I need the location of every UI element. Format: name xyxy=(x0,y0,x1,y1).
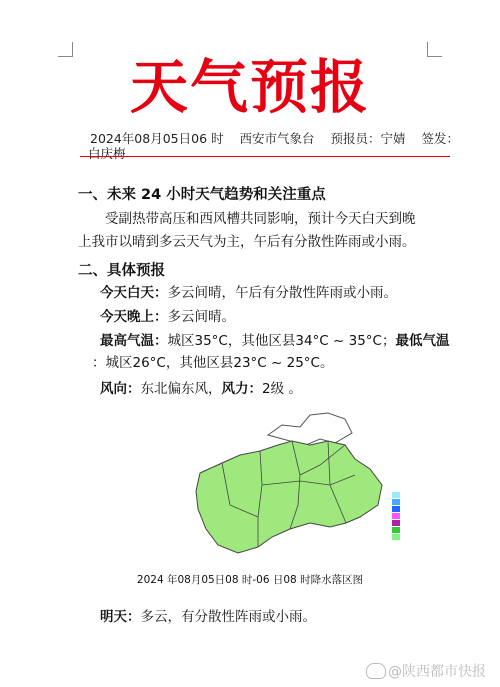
issue-datetime: 2024年08月05日06 时 xyxy=(90,131,224,146)
map-main-region xyxy=(196,441,382,553)
precipitation-map xyxy=(160,405,410,560)
tomorrow-text: 多云，有分散性阵雨或小雨。 xyxy=(140,609,316,625)
map-caption: 2024 年08月05日08 时-06 日08 时降水落区图 xyxy=(136,574,364,586)
tomorrow-label: 明天： xyxy=(100,609,141,625)
force-text: 2级 。 xyxy=(262,381,302,397)
force-label: 风力： xyxy=(221,381,262,397)
tonight-label: 今天晚上： xyxy=(100,309,168,325)
weibo-logo-icon xyxy=(366,663,386,679)
today-day-label: 今天白天： xyxy=(100,285,168,301)
legend-swatch xyxy=(392,520,400,526)
tonight-forecast xyxy=(100,306,235,328)
section-heading-detail: 二、具体预报 xyxy=(78,263,165,279)
issuing-agency: 西安市气象台 xyxy=(239,131,315,146)
legend-swatch xyxy=(392,506,400,512)
low-temp-label: 最低气温 xyxy=(395,333,450,349)
signer-label: 签发： xyxy=(421,131,460,146)
wind-text: 东北偏东风， xyxy=(140,381,222,397)
section-heading-trend: 一、未来 24 小时天气趋势和关注重点 xyxy=(78,187,326,203)
watermark-text: @陕西都市快报 xyxy=(388,664,486,680)
legend-swatch xyxy=(392,527,400,533)
watermark xyxy=(366,661,486,681)
high-temp-label: 最高气温： xyxy=(100,333,168,349)
wind-label: 风向： xyxy=(100,381,141,397)
legend-swatch xyxy=(392,492,400,498)
page-title: 天气预报 xyxy=(129,53,370,121)
header-divider xyxy=(80,156,450,157)
legend-swatch xyxy=(392,499,400,505)
map-north-region xyxy=(268,413,352,445)
signer-name: 白庆梅 xyxy=(88,146,126,161)
temperature-forecast xyxy=(100,330,449,352)
tonight-text: 多云间晴。 xyxy=(167,309,235,325)
trend-paragraph: 受副热带高压和西风槽共同影响，预计今天白天到晚上我市以晴到多云天气为主，午后有分散性阵雨或小雨。 xyxy=(78,211,416,250)
wind-forecast xyxy=(100,378,302,400)
low-temp-text: ：城区26°C，其他区县23°C ~ 25°C。 xyxy=(92,355,334,371)
legend-swatch xyxy=(392,534,400,540)
map-legend xyxy=(392,492,400,541)
legend-swatch xyxy=(392,513,400,519)
today-day-forecast xyxy=(100,282,397,304)
high-temp-text: 城区35°C，其他区县34°C ~ 35°C； xyxy=(167,333,396,349)
tomorrow-forecast xyxy=(100,605,316,625)
meta-line xyxy=(90,131,460,147)
forecaster: 预报员：宁婧 xyxy=(330,131,406,146)
today-day-text: 多云间晴，午后有分散性阵雨或小雨。 xyxy=(167,285,397,301)
